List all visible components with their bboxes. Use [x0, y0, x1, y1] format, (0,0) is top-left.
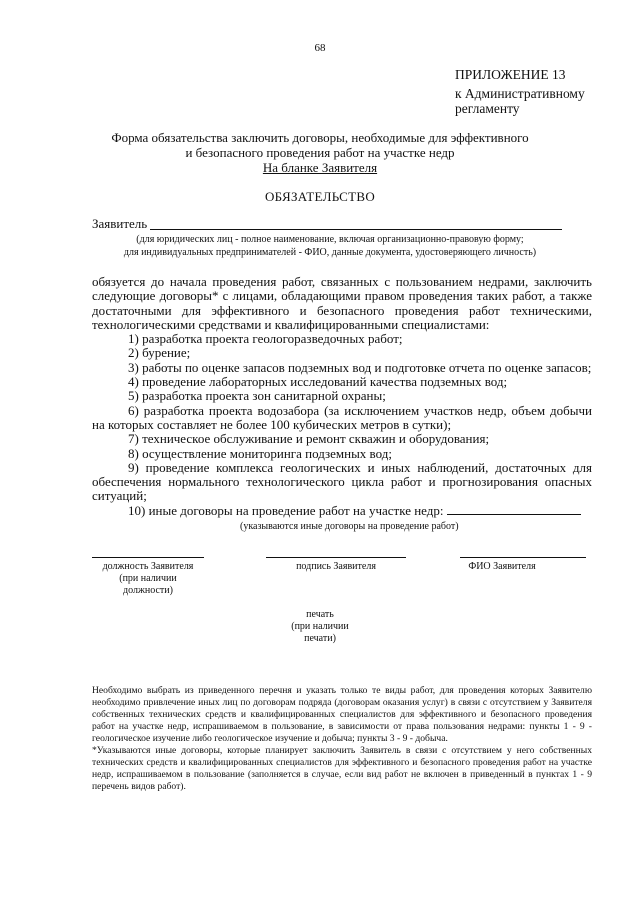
list-item: 5) разработка проекта зон санитарной охраны;	[128, 388, 386, 404]
position-label	[82, 561, 214, 597]
name-signature-line	[460, 557, 586, 558]
stamp-line-1: печать	[306, 609, 334, 620]
position-label-line-2: (при наличии	[119, 573, 177, 584]
list-item: 4) проведение лабораторных исследований качества подземных вод;	[128, 374, 508, 390]
item-10-note: (указываются иные договоры на проведение работ)	[240, 521, 459, 532]
stamp-line-2: (при наличии	[291, 621, 349, 632]
signature-line	[266, 557, 406, 558]
applicant-label: Заявитель	[92, 216, 148, 231]
name-label: ФИО Заявителя	[468, 561, 536, 572]
list-item: 6) разработка проекта водозабора (за исключением участков недр, объем добычи на которых составляет не более 100 кубических метров в сутки);	[92, 402, 592, 432]
list-item: 7) техническое обслуживание и ремонт скважин и оборудования;	[128, 431, 490, 447]
obligation-body	[92, 275, 592, 518]
applicant-note	[90, 234, 570, 259]
appendix-title: ПРИЛОЖЕНИЕ 13	[455, 67, 566, 82]
appendix-line-2: к Административному	[455, 86, 585, 101]
form-header-line-3: На бланке Заявителя	[262, 160, 378, 175]
intro-paragraph: обязуется до начала проведения работ, связанных с пользованием недрами, заключить следующие договоры* с лицами, обладающими правом проведения таких работ, а также достаточными для эффективного и безопасного проведения работ техническими, технологическими средствами и квалифицированными специалистами:	[92, 274, 592, 332]
signature-label: подпись Заявителя	[296, 561, 376, 572]
applicant-fill-line	[150, 229, 562, 230]
form-header	[60, 130, 580, 175]
list-item: 1) разработка проекта геологоразведочных работ;	[128, 331, 403, 347]
form-header-line-1: Форма обязательства заключить договоры, необходимые для эффективного	[111, 130, 529, 145]
appendix-reference	[455, 67, 585, 116]
list-item: 8) осуществление мониторинга подземных вод;	[128, 445, 392, 461]
footnote-selection: Необходимо выбрать из приведенного перечня и указать только те виды работ, для проведения которых Заявителю необходимо привлечение иных лиц по договорам подряда (договорам оказания услуг) в связи с отсутствием у Заявителя собственных технических средств и квалифицированных специалистов для эффективного и безопасного проведения работ на участке недр, испрашиваемом в пользование, в зависимости от права пользования недрами: пункты 1 - 9 - геологическое изучение либо геологическое изучение и добыча; пункты 3 - 9 - добыча.	[92, 685, 592, 744]
list-item: 2) бурение;	[128, 345, 191, 361]
list-item: 9) проведение комплекса геологических и иных наблюдений, достаточных для обеспечения нормального технологического цикла работ и прогнозирования опасных ситуаций;	[92, 459, 592, 504]
position-signature-line	[92, 557, 204, 558]
stamp-line-3: печати)	[304, 633, 336, 644]
list-item-10	[92, 504, 592, 518]
item-10-fill-line	[447, 504, 581, 515]
form-header-line-2: и безопасного проведения работ на участке недр	[185, 145, 455, 160]
position-label-line-1: должность Заявителя	[102, 561, 194, 572]
document-title: ОБЯЗАТЕЛЬСТВО	[264, 189, 376, 204]
appendix-line-3: регламенту	[455, 101, 520, 116]
applicant-note-line-1: (для юридических лиц - полное наименование, включая организационно-правовую форму;	[136, 234, 524, 245]
applicant-note-line-2: для индивидуальных предпринимателей - ФИО, данные документа, удостоверяющего личность)	[123, 246, 537, 258]
page-number: 68	[314, 42, 326, 54]
stamp-placeholder	[270, 609, 370, 645]
footnote-asterisk: *Указываются иные договоры, которые планирует заключить Заявитель в связи с отсутствием у него собственных технических средств и квалифицированных специалистов для эффективного и безопасного проведения работ на участке недр, испрашиваемом в пользование (заполняется в случае, если вид работ не включен в приведенный в пунктах 1 - 9 перечень видов работ).	[92, 745, 592, 792]
position-label-line-3: должности)	[123, 585, 173, 596]
list-item: 3) работы по оценке запасов подземных вод и подготовке отчета по оценке запасов;	[128, 359, 592, 375]
footnotes	[92, 685, 592, 793]
list-item-10-text: 10) иные договоры на проведение работ на участке недр:	[128, 502, 444, 518]
